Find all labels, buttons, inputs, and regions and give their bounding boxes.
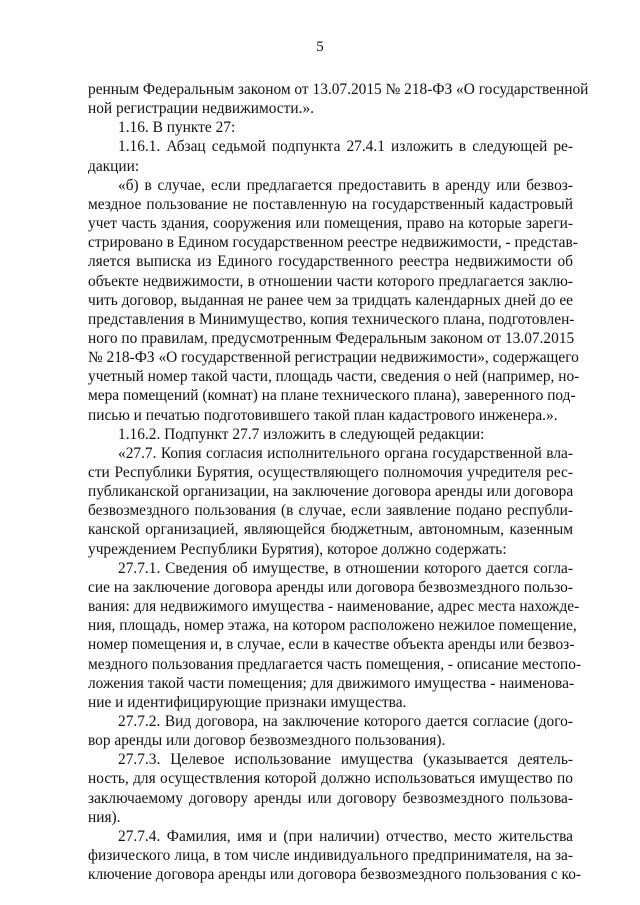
text-line: учреждением Республики Бурятия), которое должно содержать: <box>88 540 507 558</box>
text-line: ного по правилам, предусмотренным Федеральным законом от 13.07.2015 <box>88 329 575 347</box>
text-line: мездного пользования предлагается часть помещения, - описание местопо- <box>88 655 582 673</box>
text-line: «б) в случае, если предлагается предоставить в аренду или безвоз- <box>118 176 573 194</box>
text-line: стрировано в Едином государственном реестре недвижимости, - представ- <box>88 234 578 252</box>
text-line: ния). <box>88 808 121 826</box>
text-line: 27.7.3. Целевое использование имущества (указывается деятель- <box>118 751 573 769</box>
text-line: учет часть здания, сооружения или помещения, право на которые зареги- <box>88 215 573 233</box>
page-number: 5 <box>316 39 324 55</box>
text-line: представления в Минимущество, копия технического плана, подготовлен- <box>88 310 575 328</box>
text-line: ренным Федеральным законом от 13.07.2015 № 218-ФЗ «О государственной <box>88 81 589 98</box>
text-line: мездное пользование не поставленную на государственный кадастровый <box>88 195 573 213</box>
text-line: ния, площадь, номер этажа, на котором расположено нежилое помещение, <box>88 617 577 635</box>
text-line: ние и идентифицирующие признаки имущества. <box>88 693 407 711</box>
text-line: сти Республики Бурятия, осуществляющего полномочия учредителя рес- <box>88 464 573 481</box>
text-line: № 218-ФЗ «О государственной регистрации недвижимости», содержащего <box>88 349 579 367</box>
text-line: 1.16.2. Подпункт 27.7 изложить в следующей редакции: <box>118 425 485 443</box>
text-line: писью и печатью подготовившего такой план кадастрового инженера.». <box>88 406 558 424</box>
text-line: дакции: <box>88 157 140 175</box>
text-line: 27.7.2. Вид договора, на заключение которого дается согласие (дого- <box>118 712 573 730</box>
text-line: номер помещения и, в случае, если в качестве объекта аренды или безвоз- <box>88 636 575 654</box>
text-line: публиканской организации, на заключение договора аренды или договора <box>88 483 574 501</box>
text-line: чить договор, выданная не ранее чем за тридцать календарных дней до ее <box>88 291 573 309</box>
text-line: ляется выписка из Единого государственного реестра недвижимости об <box>88 253 573 271</box>
text-line: 1.16.1. Абзац седьмой подпункта 27.4.1 изложить в следующей ре- <box>118 138 573 156</box>
text-line: ной регистрации недвижимости.». <box>88 100 314 118</box>
text-line: физического лица, в том числе индивидуального предпринимателя, на за- <box>88 847 573 864</box>
text-line: ключение договора аренды или договора безвозмездного пользования с ко- <box>88 866 582 884</box>
text-line: ность, для осуществления которой должно использоваться имущество по <box>88 770 573 788</box>
text-line: канской организацией, являющейся бюджетным, автономным, казенным <box>88 521 573 539</box>
text-line: безвозмездного пользования (в случае, если заявление подано республи- <box>88 502 573 520</box>
text-line: учетный номер такой части, площадь части, сведения о ней (например, но- <box>88 368 580 386</box>
text-line: сие на заключение договора аренды или договора безвозмездного пользо- <box>88 578 573 596</box>
text-line: 1.16. В пункте 27: <box>118 119 236 137</box>
text-line: вания: для недвижимого имущества - наименование, адрес места нахожде- <box>88 598 580 616</box>
text-line: объекте недвижимости, в отношении части которого предлагается заклю- <box>88 272 573 290</box>
text-line: «27.7. Копия согласия исполнительного органа государственной вла- <box>118 444 573 462</box>
text-line: 27.7.4. Фамилия, имя и (при наличии) отчество, место жительства <box>118 827 573 845</box>
text-line: ложения такой части помещения; для движимого имущества - наименова- <box>88 674 575 692</box>
text-line: 27.7.1. Сведения об имуществе, в отношении которого дается согла- <box>118 559 573 577</box>
text-line: заключаемому договору аренды или договору безвозмездного пользова- <box>88 789 573 807</box>
text-line: мера помещений (комнат) на плане технического плана), заверенного под- <box>88 387 576 405</box>
text-line: вор аренды или договор безвозмездного пользования). <box>88 732 446 750</box>
